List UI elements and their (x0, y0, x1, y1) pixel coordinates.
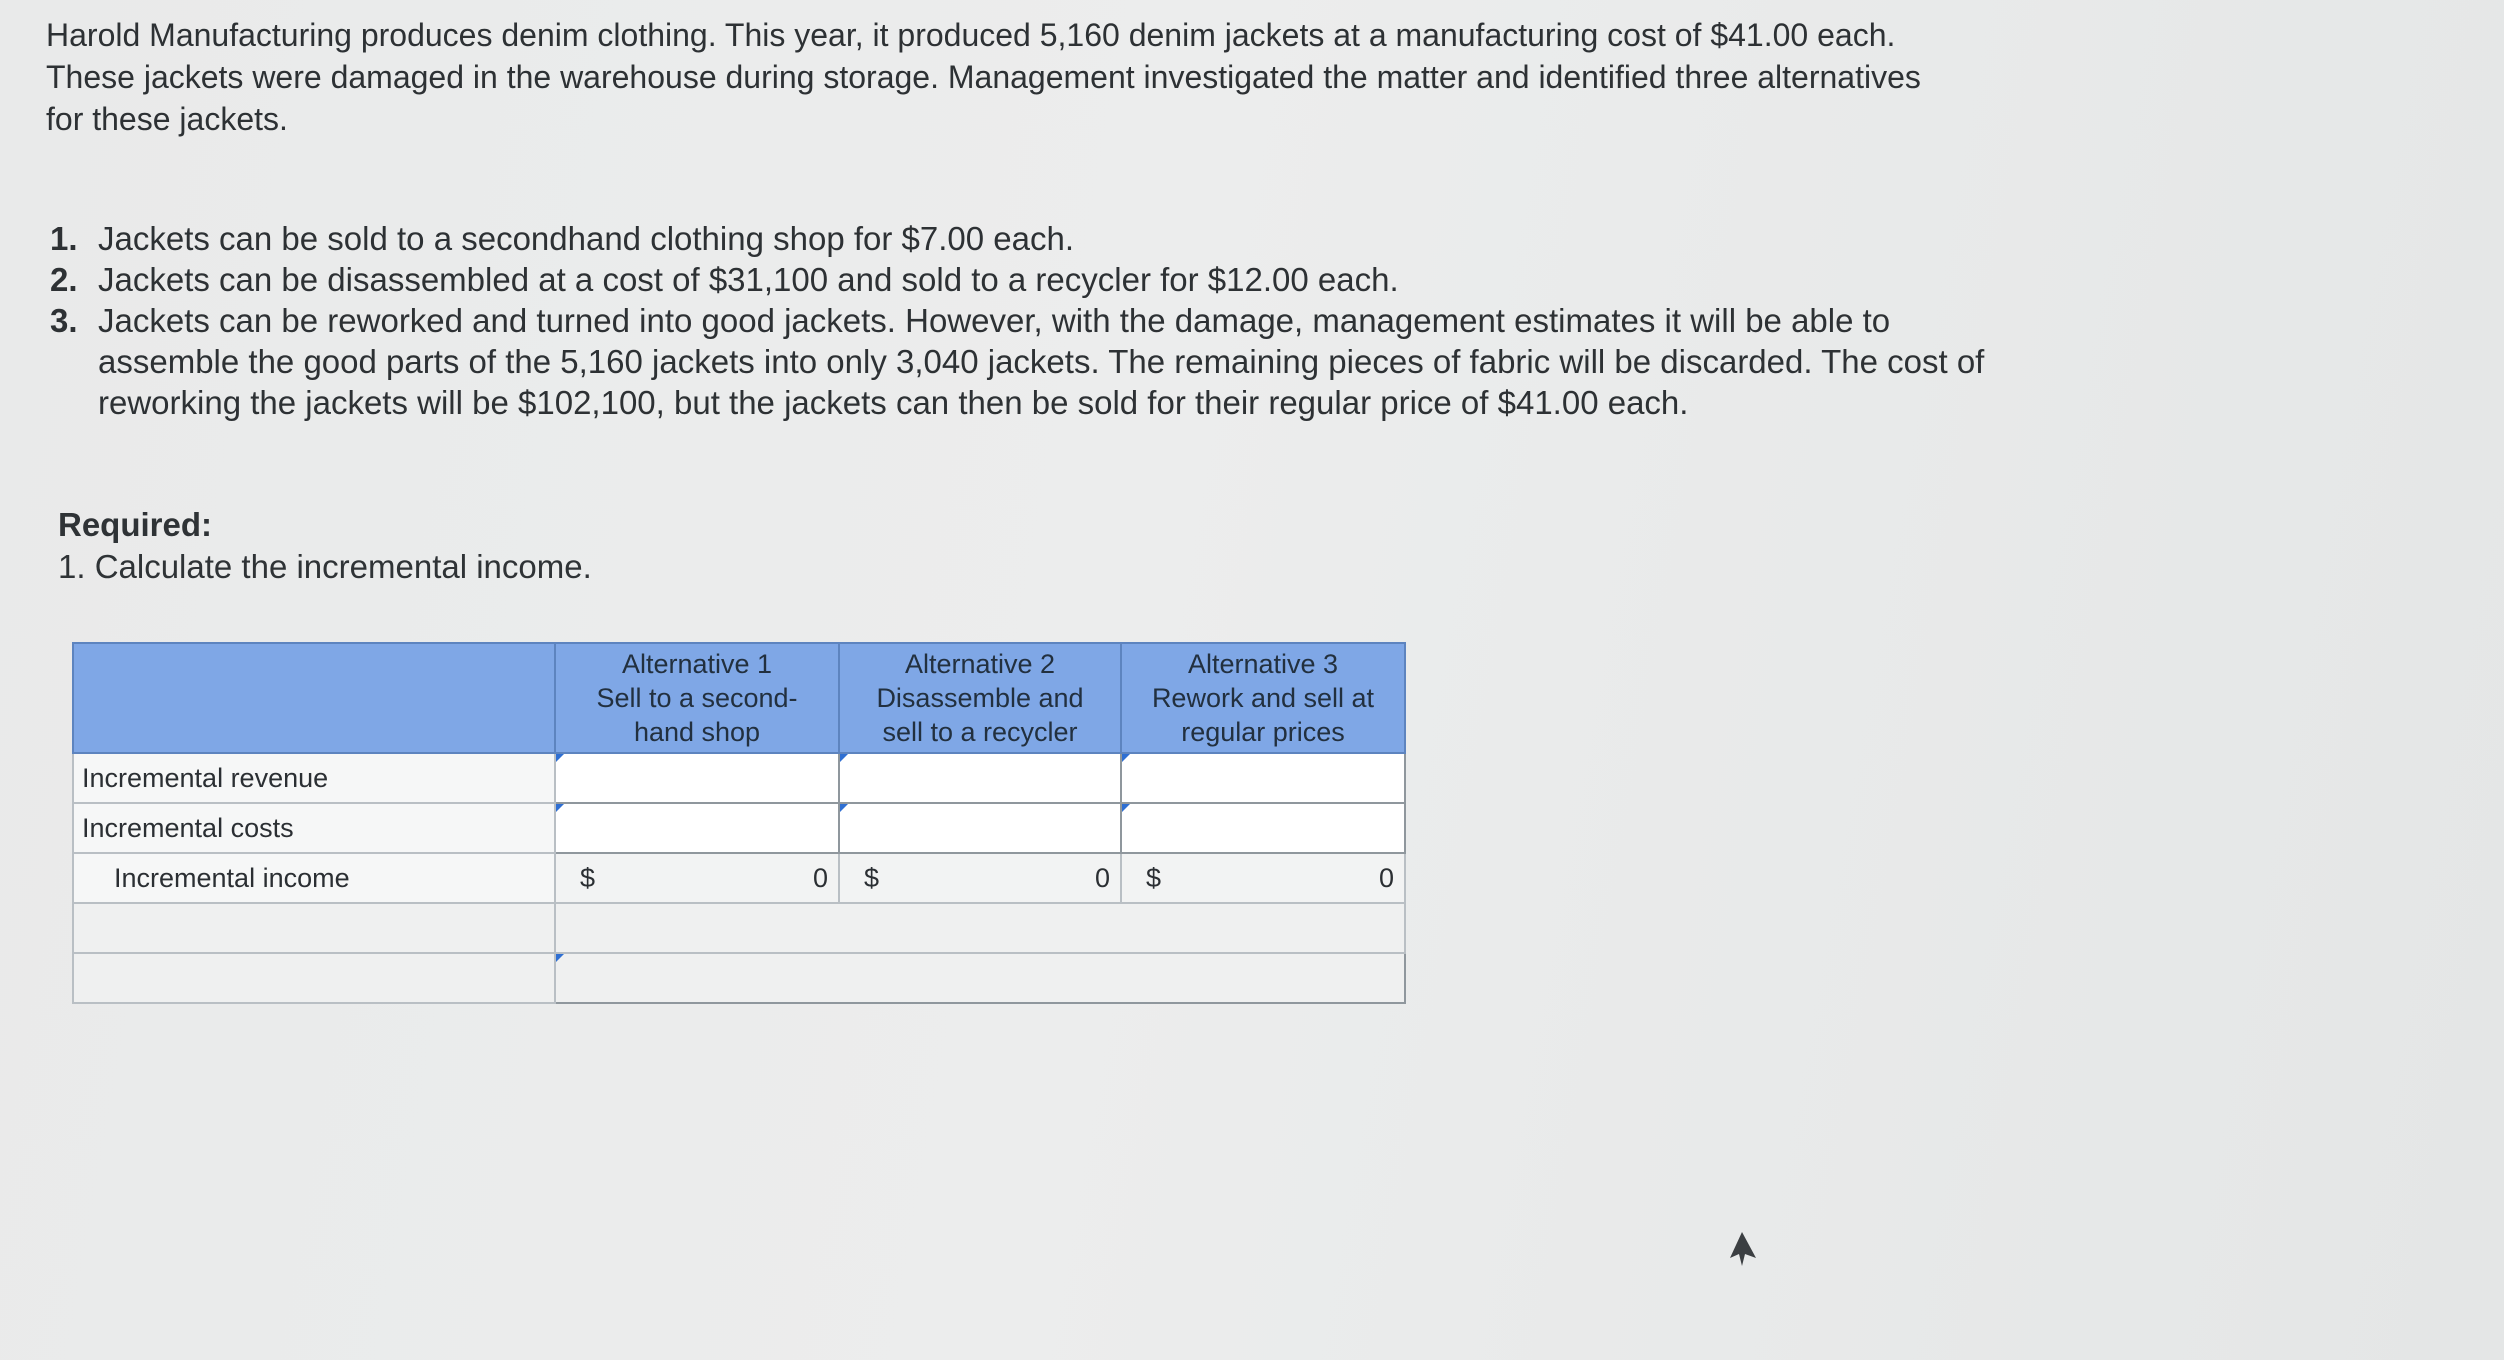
table-row-revenue (73, 753, 1405, 803)
column-header-alternative-2 (839, 643, 1121, 753)
currency-symbol: $ (580, 862, 596, 893)
income-value-alt-1 (555, 853, 839, 903)
row-label-costs: Incremental costs (73, 803, 555, 853)
column-header-line: Alternative 1 (621, 649, 773, 679)
column-header-line: Sell to a second- (596, 683, 798, 713)
alternative-text-line: Jackets can be disassembled at a cost of $31,100 and sold to a recycler for $12.00 each. (98, 261, 1399, 298)
alternative-text (98, 300, 2170, 423)
alternative-text-line: Jackets can be reworked and turned into good jackets. However, with the damage, management estimates it will be able to (98, 302, 1891, 339)
income-amount: 0 (812, 862, 828, 893)
alternative-number: 1. (50, 220, 78, 257)
column-header-line: Alternative 2 (904, 649, 1056, 679)
problem-intro (46, 14, 2146, 140)
alternative-text-line: Jackets can be sold to a secondhand clothing shop for $7.00 each. (98, 220, 1074, 257)
costs-input-alt-2[interactable] (839, 803, 1121, 853)
column-header-line: regular prices (1181, 717, 1345, 747)
intro-line-2: These jackets were damaged in the warehouse during storage. Management investigated the matter and identified three alternatives (46, 59, 1921, 95)
blank-cell (73, 903, 555, 953)
row-label-income: Incremental income (73, 853, 555, 903)
column-header-line: Alternative 3 (1187, 649, 1339, 679)
table-row-income (73, 853, 1405, 903)
row-label-revenue: Incremental revenue (73, 753, 555, 803)
required-header: Required: (58, 506, 213, 543)
column-header-line: Disassemble and (876, 683, 1084, 713)
alternative-number: 2. (50, 261, 78, 298)
income-amount: 0 (1094, 862, 1110, 893)
alternative-text (98, 218, 2170, 259)
alternative-item-3 (50, 300, 2170, 423)
alternative-text-line: reworking the jackets will be $102,100, but the jackets can then be sold for their regular price of $41.00 each. (98, 384, 1689, 421)
intro-line-3: for these jackets. (46, 101, 288, 137)
revenue-input-alt-1[interactable] (555, 753, 839, 803)
income-amount: 0 (1378, 862, 1394, 893)
column-header-alternative-3 (1121, 643, 1405, 753)
revenue-input-alt-3[interactable] (1121, 753, 1405, 803)
mouse-pointer-icon (1730, 1232, 1756, 1266)
intro-line-1: Harold Manufacturing produces denim clothing. This year, it produced 5,160 denim jackets at a manufacturing cost of $41.00 each. (46, 17, 1896, 53)
revenue-input-alt-2[interactable] (839, 753, 1121, 803)
header-corner (73, 643, 555, 753)
alternative-item-1 (50, 218, 2170, 259)
currency-symbol: $ (864, 862, 880, 893)
required-section (58, 504, 592, 588)
column-header-line: hand shop (633, 717, 761, 747)
blank-cell-wide (555, 903, 1405, 953)
blank-cell (73, 953, 555, 1003)
required-question: 1. Calculate the incremental income. (58, 548, 592, 585)
column-header-alternative-1 (555, 643, 839, 753)
alternatives-list (50, 218, 2170, 423)
table-header-row (73, 643, 1405, 753)
alternative-item-2 (50, 259, 2170, 300)
column-header-line: Rework and sell at (1151, 683, 1375, 713)
income-value-alt-2 (839, 853, 1121, 903)
alternative-number: 3. (50, 302, 78, 339)
costs-input-alt-1[interactable] (555, 803, 839, 853)
column-header-line: sell to a recycler (882, 717, 1078, 747)
income-value-alt-3 (1121, 853, 1405, 903)
answer-select-field[interactable] (555, 953, 1405, 1003)
alternative-text-line: assemble the good parts of the 5,160 jackets into only 3,040 jackets. The remaining pieces of fabric will be discarded. The cost of (98, 343, 1985, 380)
incremental-income-table (72, 642, 1406, 1004)
costs-input-alt-3[interactable] (1121, 803, 1405, 853)
currency-symbol: $ (1146, 862, 1162, 893)
table-row-answer (73, 953, 1405, 1003)
alternative-text (98, 259, 2170, 300)
table-row-costs (73, 803, 1405, 853)
table-row-blank (73, 903, 1405, 953)
